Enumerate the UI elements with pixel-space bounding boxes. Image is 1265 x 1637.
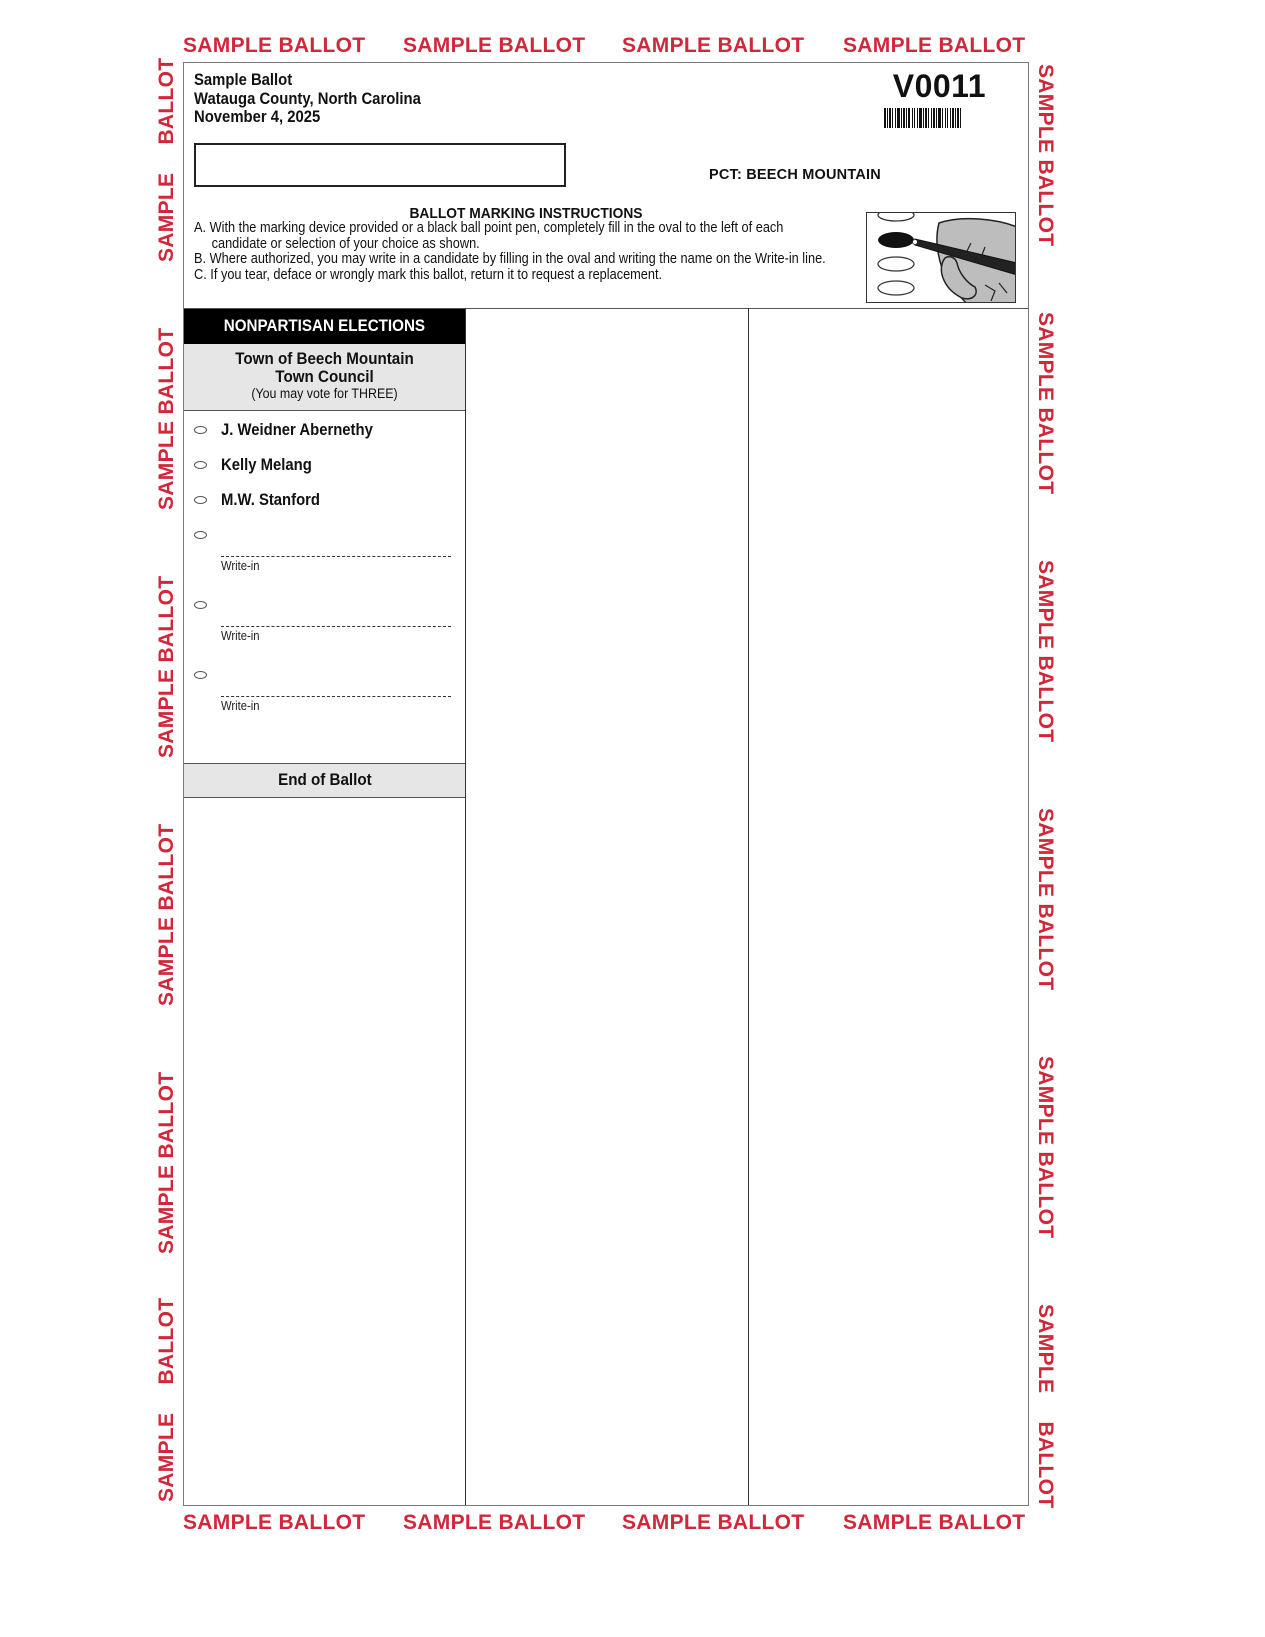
column-divider <box>748 308 749 1505</box>
watermark-text: SAMPLE BALLOT <box>155 1071 178 1254</box>
section-header <box>184 309 465 344</box>
sample-ballot-watermark: SAMPLE BALLOT <box>622 34 805 57</box>
vote-oval-icon[interactable] <box>194 496 207 504</box>
ballot-column-1 <box>184 309 465 798</box>
precinct-label: PCT: BEECH MOUNTAIN <box>709 167 881 183</box>
vote-oval-icon[interactable] <box>194 426 207 434</box>
vote-oval-icon[interactable] <box>194 671 207 679</box>
watermark-text: SAMPLE BALLOT <box>155 1297 178 1502</box>
candidate-name: Kelly Melang <box>221 455 312 474</box>
column-divider <box>465 308 466 1505</box>
contest-name: Town of Beech Mountain <box>235 350 414 368</box>
sample-ballot-watermark: SAMPLE BALLOT <box>403 34 586 57</box>
end-of-ballot-text: End of Ballot <box>277 771 372 789</box>
vote-for-instruction: (You may vote for THREE) <box>251 386 398 401</box>
watermark-text: SAMPLE BALLOT <box>155 823 178 1006</box>
hand-filling-oval-icon <box>867 213 1016 303</box>
write-in-oval-row[interactable] <box>194 524 207 546</box>
instruction-item: C. If you tear, deface or wrongly mark this ballot, return it to request a replacement. <box>194 266 663 283</box>
watermark-text: SAMPLE BALLOT <box>1034 64 1057 247</box>
candidate-name: J. Weidner Abernethy <box>221 420 373 439</box>
sample-ballot-watermark: SAMPLE BALLOT <box>183 34 366 57</box>
vote-oval-icon[interactable] <box>194 601 207 609</box>
sample-ballot-watermark <box>155 824 179 1006</box>
ballot-style-id: V0011 <box>892 68 986 104</box>
section-title: NONPARTISAN ELECTIONS <box>223 317 426 335</box>
barcode <box>884 108 998 128</box>
write-in-label: Write-in <box>221 699 260 713</box>
sample-ballot-watermark <box>155 58 179 262</box>
watermark-text: SAMPLE BALLOT <box>155 327 178 510</box>
write-in-line[interactable] <box>221 696 451 697</box>
contest-office: Town Council <box>275 368 374 386</box>
sample-ballot-watermark <box>1033 808 1057 990</box>
instruction-item: A. With the marking device provided or a black ball point pen, completely fill in the oval to the left of each candidate or selection of your choice as shown. <box>194 220 784 252</box>
watermark-text: SAMPLE BALLOT <box>1034 312 1057 495</box>
write-in-label: Write-in <box>221 559 260 573</box>
voter-name-box <box>194 143 566 187</box>
candidate-option[interactable] <box>194 454 322 476</box>
watermark-text: SAMPLE BALLOT <box>155 57 178 262</box>
watermark-text: SAMPLE BALLOT <box>1034 1304 1057 1509</box>
instruction-item: B. Where authorized, you may write in a candidate by filling in the oval and writing the name on the Write-in line. <box>194 251 826 267</box>
sample-ballot-watermark <box>1033 64 1057 246</box>
watermark-text: SAMPLE BALLOT <box>155 575 178 758</box>
marking-illustration <box>866 212 1016 303</box>
sample-ballot-watermark: SAMPLE BALLOT <box>183 1511 366 1534</box>
write-in-line[interactable] <box>221 626 451 627</box>
barcode-bar <box>961 108 963 128</box>
sample-ballot-watermark: SAMPLE BALLOT <box>843 34 1026 57</box>
sample-ballot-watermark: SAMPLE BALLOT <box>622 1511 805 1534</box>
sample-ballot-watermark <box>155 576 179 758</box>
sample-ballot-watermark <box>1033 312 1057 494</box>
end-of-ballot <box>184 763 465 798</box>
sample-ballot-watermark <box>1033 560 1057 742</box>
sample-ballot-watermark <box>155 328 179 510</box>
candidate-option[interactable] <box>194 419 390 441</box>
ballot-title: Sample Ballot <box>194 71 293 89</box>
write-in-label: Write-in <box>221 629 260 643</box>
ballot-date: November 4, 2025 <box>194 108 321 126</box>
sample-ballot-watermark <box>1033 1056 1057 1238</box>
sample-ballot-watermark <box>155 1072 179 1254</box>
instructions-list <box>194 221 828 283</box>
watermark-text: SAMPLE BALLOT <box>1034 1056 1057 1239</box>
contest-header <box>184 344 465 411</box>
sample-ballot-watermark <box>155 1298 179 1502</box>
ballot-frame <box>183 62 1029 1506</box>
sample-ballot-watermark <box>1033 1304 1057 1508</box>
write-in-line[interactable] <box>221 556 451 557</box>
candidate-option[interactable] <box>194 489 331 511</box>
write-in-oval-row[interactable] <box>194 594 207 616</box>
sample-ballot-watermark: SAMPLE BALLOT <box>403 1511 586 1534</box>
watermark-text: SAMPLE BALLOT <box>1034 808 1057 991</box>
watermark-text: SAMPLE BALLOT <box>1034 560 1057 743</box>
candidate-list <box>184 411 465 763</box>
sample-ballot-watermark: SAMPLE BALLOT <box>843 1511 1026 1534</box>
candidate-name: M.W. Stanford <box>221 490 320 509</box>
vote-oval-icon[interactable] <box>194 531 207 539</box>
write-in-oval-row[interactable] <box>194 664 207 686</box>
ballot-header-title <box>194 71 421 127</box>
vote-oval-icon[interactable] <box>194 461 207 469</box>
ballot-county: Watauga County, North Carolina <box>194 89 421 108</box>
instructions-title: BALLOT MARKING INSTRUCTIONS <box>409 205 643 222</box>
